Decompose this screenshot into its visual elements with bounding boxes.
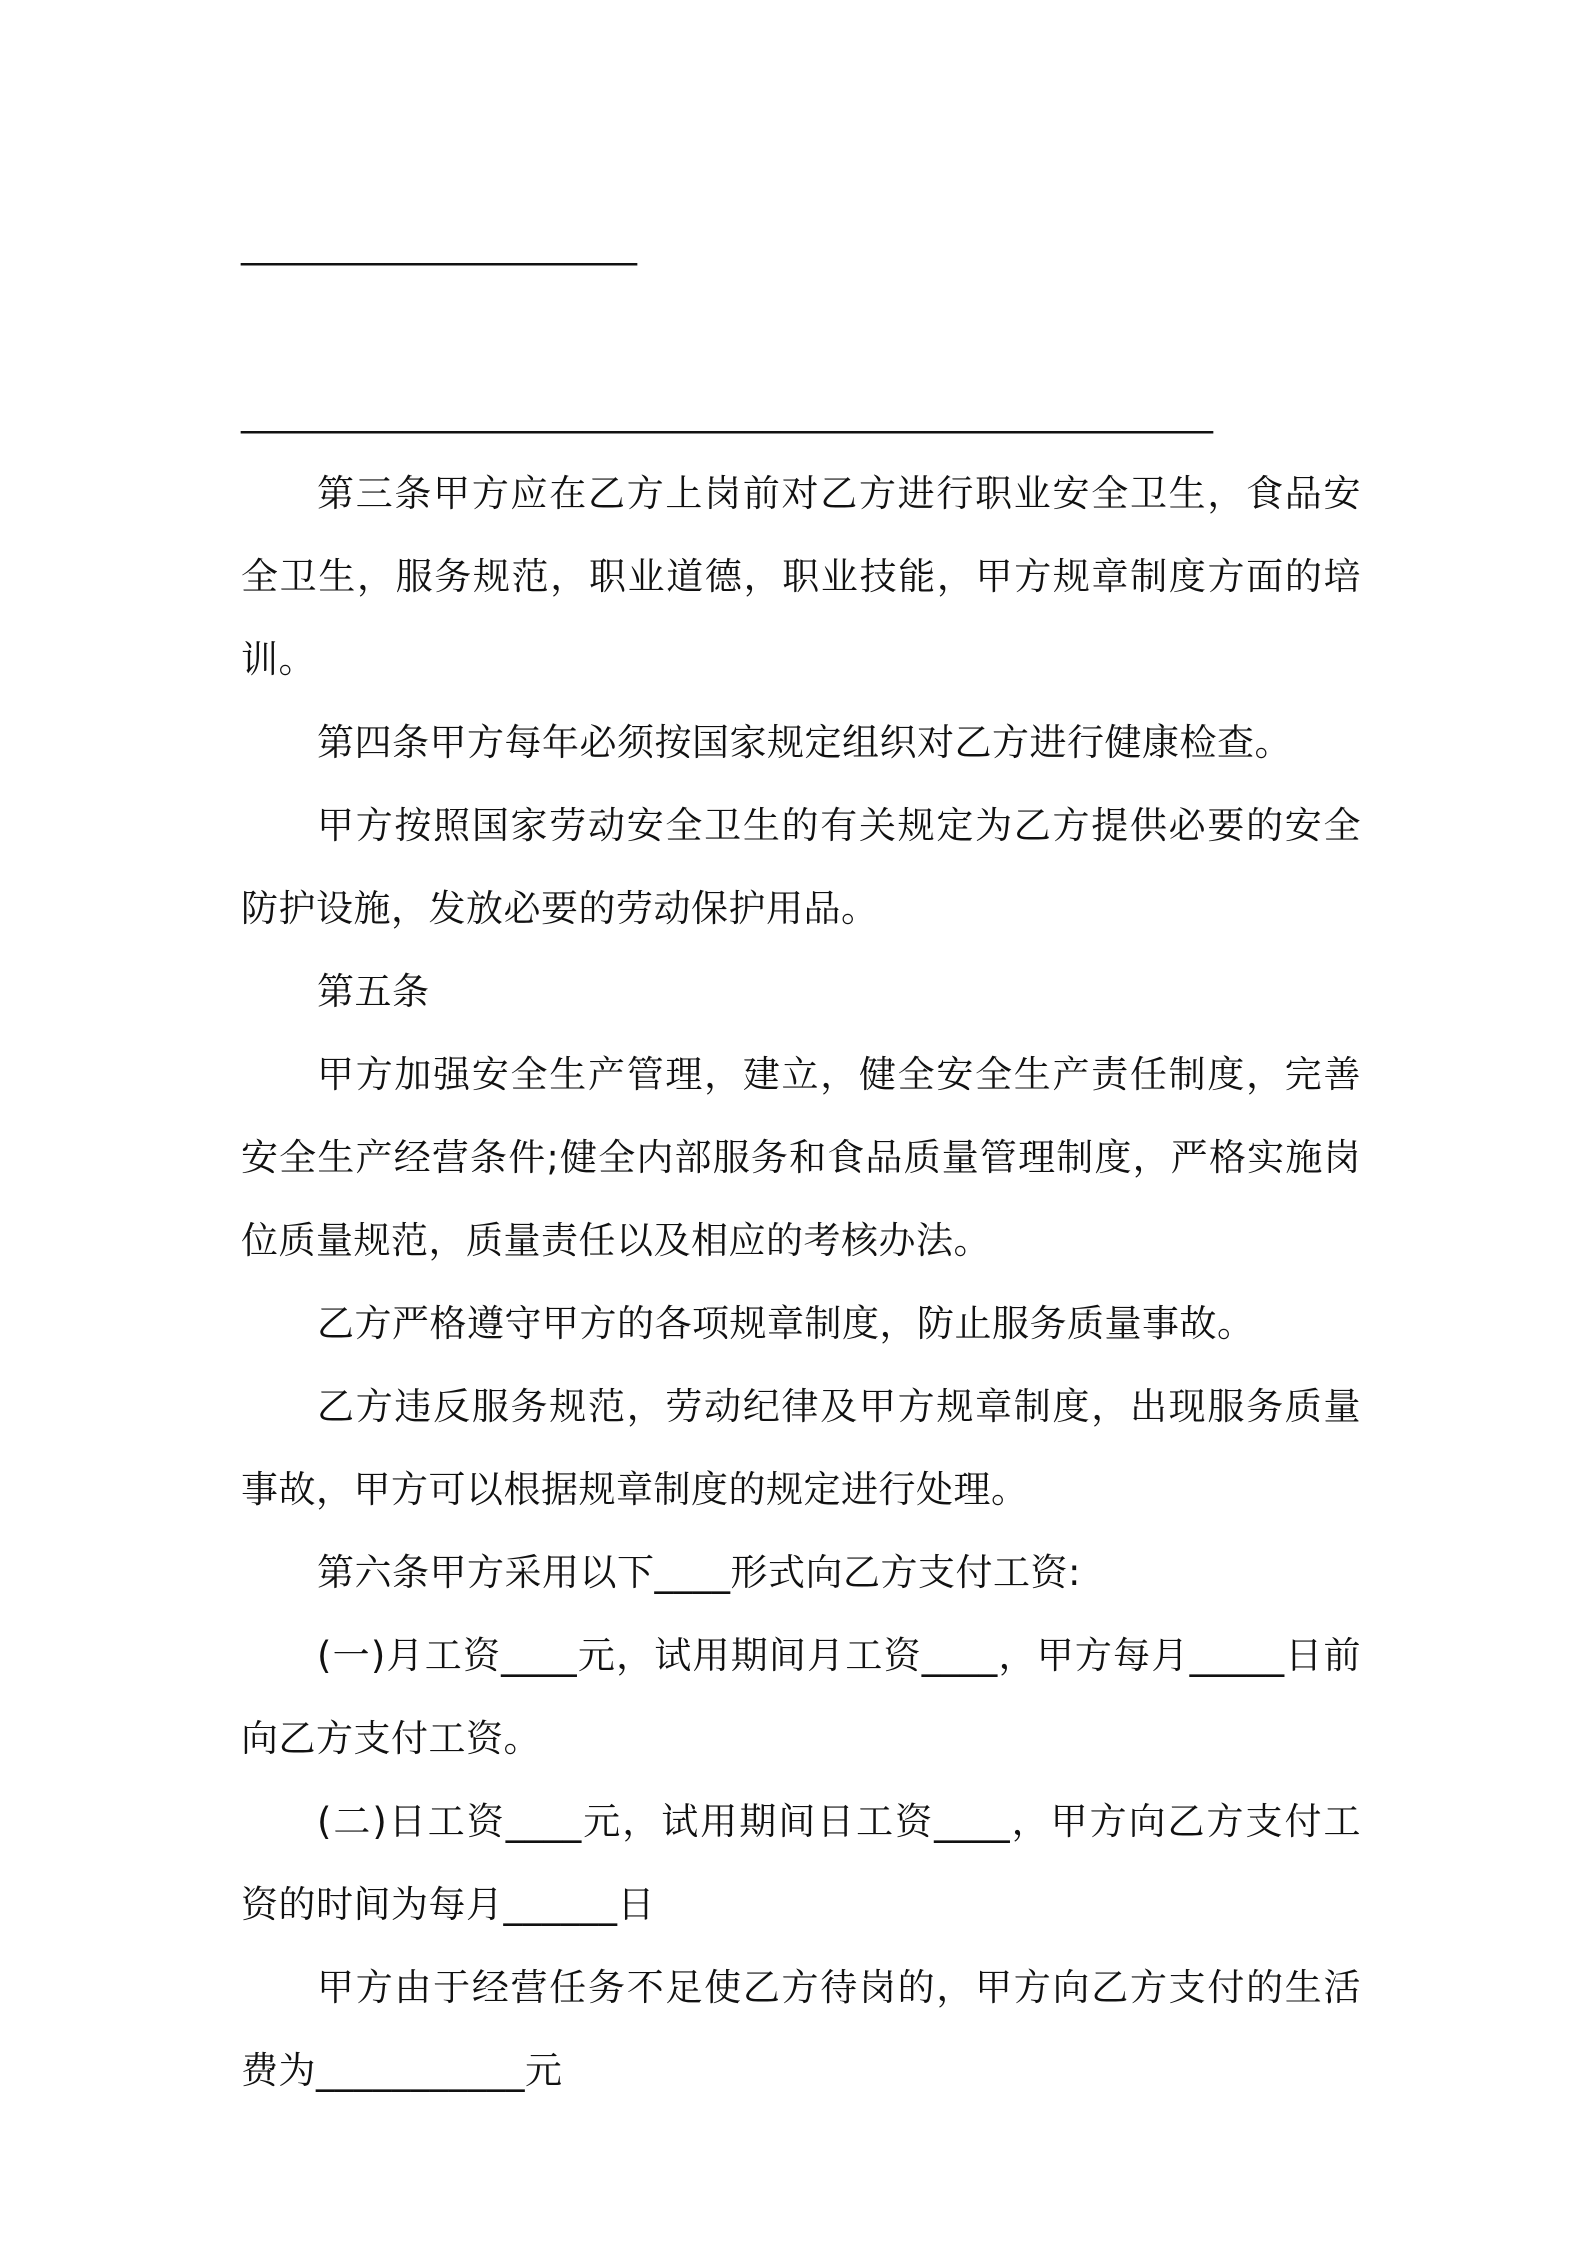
blank-fill-line-short: ______________________ [241, 225, 637, 266]
article-5-heading: 第五条 [317, 970, 430, 1013]
blank-fill-line-long: ______________________________________________________ [241, 393, 1213, 434]
daily-wage-paragraph: (二)日工资____元，试用期间日工资____，甲方向乙方支付工资的时间为每月______日 [241, 1800, 1361, 1926]
article-4-paragraph: 第四条甲方每年必须按国家规定组织对乙方进行健康检查。 [317, 721, 1292, 764]
safety-facilities-paragraph: 甲方按照国家劳动安全卫生的有关规定为乙方提供必要的安全防护设施，发放必要的劳动保护用品。 [241, 804, 1361, 930]
standby-allowance-paragraph: 甲方由于经营任务不足使乙方待岗的，甲方向乙方支付的生活费为___________元 [241, 1966, 1361, 2092]
monthly-wage-paragraph: (一)月工资____元，试用期间月工资____，甲方每月_____日前向乙方支付工资。 [241, 1634, 1361, 1760]
safety-management-paragraph: 甲方加强安全生产管理，建立，健全安全生产责任制度，完善安全生产经营条件;健全内部服务和食品质量管理制度，严格实施岗位质量规范，质量责任以及相应的考核办法。 [241, 1053, 1361, 1262]
article-6-paragraph: 第六条甲方采用以下____形式向乙方支付工资: [317, 1551, 1081, 1594]
violation-paragraph: 乙方违反服务规范，劳动纪律及甲方规章制度，出现服务质量事故，甲方可以根据规章制度的规定进行处理。 [241, 1385, 1361, 1511]
contract-body [241, 452, 1361, 2112]
compliance-paragraph: 乙方严格遵守甲方的各项规章制度，防止服务质量事故。 [317, 1302, 1255, 1345]
article-3-paragraph: 第三条甲方应在乙方上岗前对乙方进行职业安全卫生，食品安全卫生，服务规范，职业道德，职业技能，甲方规章制度方面的培训。 [241, 472, 1361, 681]
